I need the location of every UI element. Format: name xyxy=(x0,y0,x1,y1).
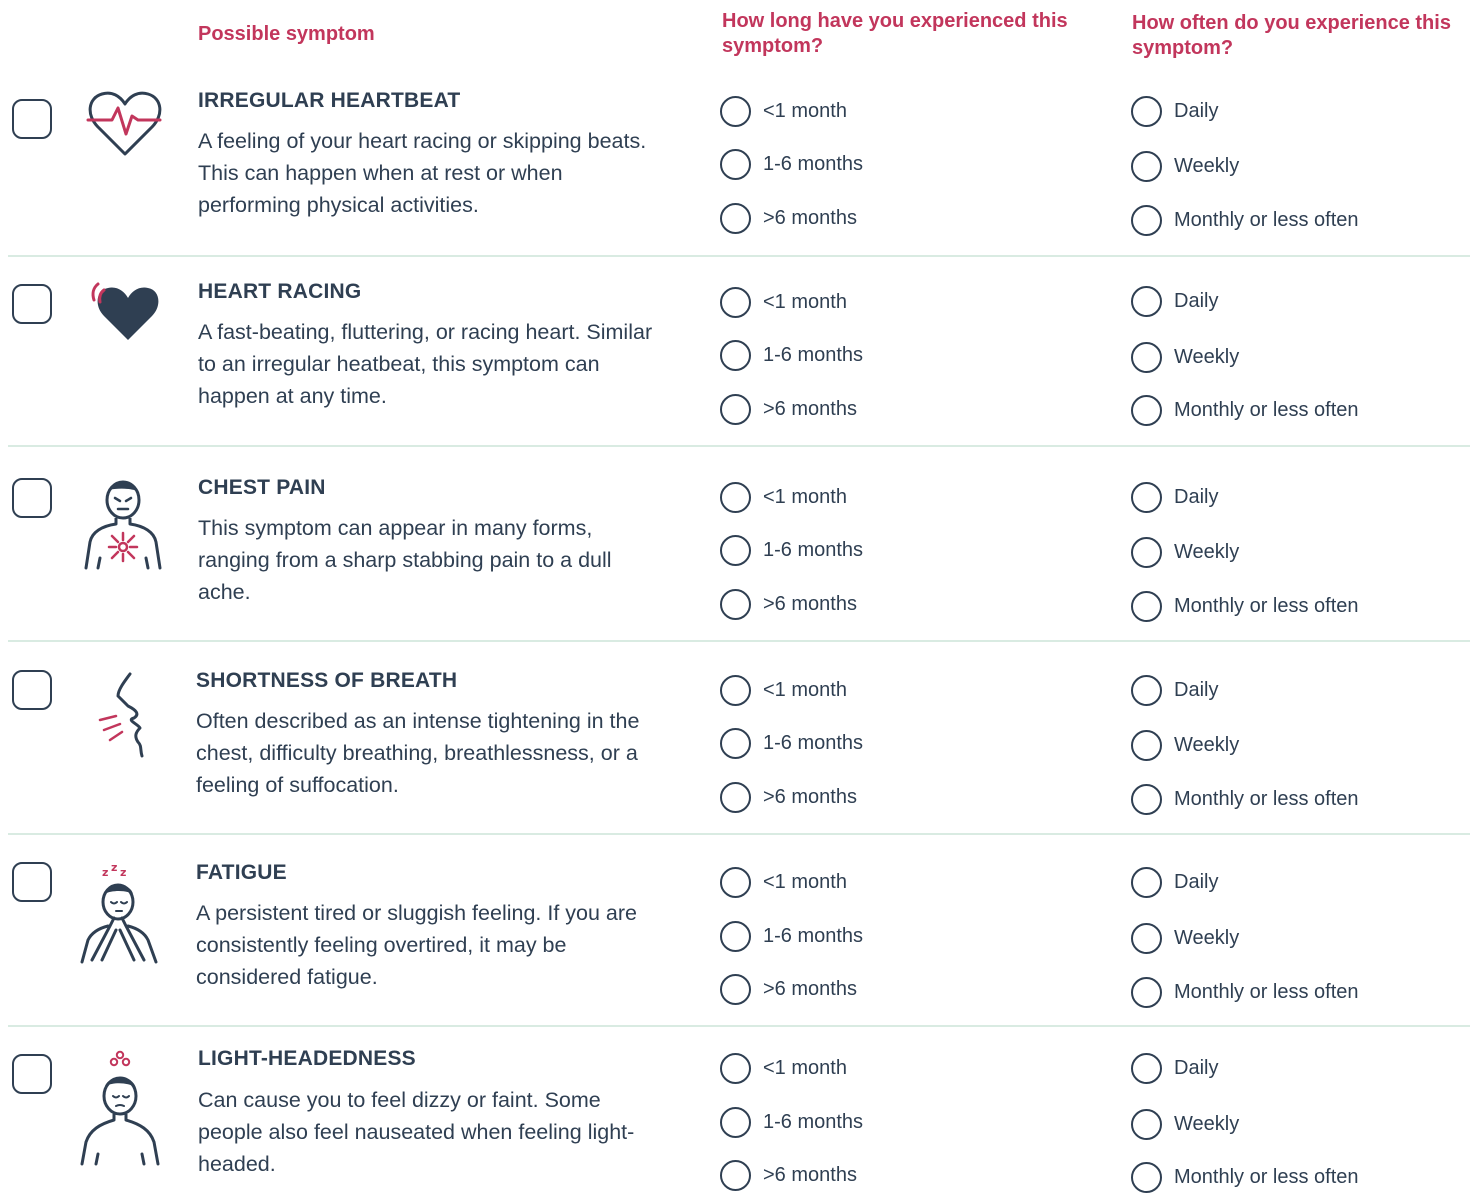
option-label: Monthly or less often xyxy=(1174,208,1359,231)
radio-button[interactable] xyxy=(720,535,751,566)
option-label: <1 month xyxy=(763,1056,847,1079)
symptom-description: Can cause you to feel dizzy or faint. Some people also feel nauseated when feeling light-headed. xyxy=(198,1088,635,1176)
symptom-title: HEART RACING xyxy=(198,280,362,303)
frequency-option-monthly[interactable] xyxy=(1131,781,1359,817)
duration-option-lt1[interactable] xyxy=(720,479,847,515)
option-label: >6 months xyxy=(763,592,857,615)
svg-text:z: z xyxy=(111,861,118,874)
radio-button[interactable] xyxy=(1131,342,1162,373)
option-label: >6 months xyxy=(763,977,857,1000)
frequency-option-weekly[interactable] xyxy=(1131,148,1239,184)
racing-heart-icon xyxy=(88,278,160,344)
option-label: Daily xyxy=(1174,870,1219,893)
radio-button[interactable] xyxy=(1131,784,1162,815)
chest-pain-person-icon xyxy=(78,478,168,570)
option-label: 1-6 months xyxy=(763,1110,864,1133)
dizzy-person-icon xyxy=(78,1048,162,1166)
option-label: Daily xyxy=(1174,289,1219,312)
row-divider xyxy=(8,833,1470,835)
tired-person-icon xyxy=(78,860,160,964)
frequency-option-weekly[interactable] xyxy=(1131,534,1239,570)
duration-option-gt6[interactable] xyxy=(720,1157,857,1193)
radio-button[interactable] xyxy=(720,867,751,898)
duration-option-1to6[interactable] xyxy=(720,1104,863,1140)
frequency-option-weekly[interactable] xyxy=(1131,727,1239,763)
option-label: 1-6 months xyxy=(763,152,864,175)
frequency-option-monthly[interactable] xyxy=(1131,202,1359,238)
radio-button[interactable] xyxy=(720,921,751,952)
radio-button[interactable] xyxy=(720,287,751,318)
duration-option-1to6[interactable] xyxy=(720,725,863,761)
row-divider xyxy=(8,445,1470,447)
radio-button[interactable] xyxy=(1131,205,1162,236)
radio-button[interactable] xyxy=(1131,591,1162,622)
frequency-option-daily[interactable] xyxy=(1131,93,1218,129)
frequency-option-daily[interactable] xyxy=(1131,283,1218,319)
option-label: >6 months xyxy=(763,206,857,229)
option-label: >6 months xyxy=(763,785,857,808)
symptom-checkbox[interactable] xyxy=(12,284,52,324)
duration-column-header: How long have you experienced this symptom? xyxy=(722,10,1068,57)
radio-button[interactable] xyxy=(720,1053,751,1084)
frequency-option-monthly[interactable] xyxy=(1131,974,1359,1010)
symptom-checkbox[interactable] xyxy=(12,670,52,710)
symptom-title: SHORTNESS OF BREATH xyxy=(196,669,458,692)
option-label: >6 months xyxy=(763,1163,857,1186)
duration-option-gt6[interactable] xyxy=(720,971,857,1007)
symptom-title: CHEST PAIN xyxy=(198,476,326,499)
radio-button[interactable] xyxy=(1131,151,1162,182)
radio-button[interactable] xyxy=(720,394,751,425)
frequency-option-weekly[interactable] xyxy=(1131,339,1239,375)
option-label: Weekly xyxy=(1174,733,1240,756)
duration-option-lt1[interactable] xyxy=(720,864,847,900)
symptom-checkbox[interactable] xyxy=(12,1054,52,1094)
duration-option-lt1[interactable] xyxy=(720,284,847,320)
symptom-column-header: Possible symptom xyxy=(198,23,375,45)
frequency-option-monthly[interactable] xyxy=(1131,1159,1359,1195)
symptom-title: LIGHT-HEADEDNESS xyxy=(198,1047,416,1070)
option-label: Daily xyxy=(1174,99,1219,122)
option-label: 1-6 months xyxy=(763,924,864,947)
option-label: Monthly or less often xyxy=(1174,787,1359,810)
option-label: Weekly xyxy=(1174,345,1240,368)
radio-button[interactable] xyxy=(1131,537,1162,568)
duration-option-lt1[interactable] xyxy=(720,93,847,129)
radio-button[interactable] xyxy=(720,728,751,759)
option-label: Weekly xyxy=(1174,1112,1240,1135)
option-label: 1-6 months xyxy=(763,731,864,754)
symptom-checkbox[interactable] xyxy=(12,478,52,518)
duration-option-lt1[interactable] xyxy=(720,672,847,708)
option-label: <1 month xyxy=(763,99,847,122)
option-label: <1 month xyxy=(763,290,847,313)
radio-button[interactable] xyxy=(1131,977,1162,1008)
option-label: Monthly or less often xyxy=(1174,1165,1359,1188)
option-label: Weekly xyxy=(1174,540,1240,563)
frequency-option-daily[interactable] xyxy=(1131,864,1218,900)
frequency-option-daily[interactable] xyxy=(1131,672,1218,708)
option-label: <1 month xyxy=(763,485,847,508)
row-divider xyxy=(8,255,1470,257)
frequency-option-weekly[interactable] xyxy=(1131,1106,1239,1142)
duration-option-lt1[interactable] xyxy=(720,1050,847,1086)
symptom-title: FATIGUE xyxy=(196,861,287,884)
option-label: 1-6 months xyxy=(763,343,864,366)
symptom-description: A persistent tired or sluggish feeling. If you are consistently feeling overtired, it may be considered fatigue. xyxy=(196,901,637,989)
option-label: Weekly xyxy=(1174,154,1240,177)
radio-button[interactable] xyxy=(1131,286,1162,317)
radio-button[interactable] xyxy=(720,782,751,813)
duration-option-1to6[interactable] xyxy=(720,337,863,373)
duration-option-1to6[interactable] xyxy=(720,532,863,568)
symptom-description: This symptom can appear in many forms, ranging from a sharp stabbing pain to a dull ache. xyxy=(198,516,612,604)
option-label: 1-6 months xyxy=(763,538,864,561)
frequency-column-header: How often do you experience this symptom? xyxy=(1132,12,1451,59)
radio-button[interactable] xyxy=(720,675,751,706)
row-divider xyxy=(8,640,1470,642)
radio-button[interactable] xyxy=(1131,1109,1162,1140)
radio-button[interactable] xyxy=(1131,1053,1162,1084)
option-label: Monthly or less often xyxy=(1174,980,1359,1003)
radio-button[interactable] xyxy=(720,1160,751,1191)
radio-button[interactable] xyxy=(720,482,751,513)
radio-button[interactable] xyxy=(720,149,751,180)
option-label: Daily xyxy=(1174,485,1219,508)
svg-text:z: z xyxy=(102,866,109,879)
radio-button[interactable] xyxy=(720,974,751,1005)
duration-option-gt6[interactable] xyxy=(720,200,857,236)
duration-option-1to6[interactable] xyxy=(720,918,863,954)
frequency-option-daily[interactable] xyxy=(1131,1050,1218,1086)
symptom-description: Often described as an intense tightening in the chest, difficulty breathing, breathlessness, or a feeling of suffocation. xyxy=(196,709,640,797)
duration-option-gt6[interactable] xyxy=(720,391,857,427)
radio-button[interactable] xyxy=(1131,867,1162,898)
radio-button[interactable] xyxy=(720,1107,751,1138)
option-label: >6 months xyxy=(763,397,857,420)
radio-button[interactable] xyxy=(1131,395,1162,426)
heartbeat-line-icon xyxy=(80,80,170,160)
radio-button[interactable] xyxy=(720,96,751,127)
radio-button[interactable] xyxy=(720,203,751,234)
symptom-checkbox[interactable] xyxy=(12,862,52,902)
radio-button[interactable] xyxy=(1131,1162,1162,1193)
radio-button[interactable] xyxy=(1131,482,1162,513)
breath-face-profile-icon xyxy=(96,670,160,760)
frequency-option-daily[interactable] xyxy=(1131,479,1218,515)
option-label: <1 month xyxy=(763,870,847,893)
radio-button[interactable] xyxy=(720,589,751,620)
radio-button[interactable] xyxy=(1131,675,1162,706)
option-label: <1 month xyxy=(763,678,847,701)
symptom-description: A fast-beating, fluttering, or racing heart. Similar to an irregular heatbeat, this symptom can happen at any time. xyxy=(198,320,653,408)
radio-button[interactable] xyxy=(1131,923,1162,954)
option-label: Daily xyxy=(1174,1056,1219,1079)
frequency-option-weekly[interactable] xyxy=(1131,920,1239,956)
radio-button[interactable] xyxy=(1131,730,1162,761)
symptom-description: A feeling of your heart racing or skipping beats. This can happen when at rest or when performing physical activities. xyxy=(198,129,647,217)
duration-option-gt6[interactable] xyxy=(720,779,857,815)
symptom-checkbox[interactable] xyxy=(12,99,52,139)
option-label: Daily xyxy=(1174,678,1219,701)
radio-button[interactable] xyxy=(1131,96,1162,127)
option-label: Monthly or less often xyxy=(1174,398,1359,421)
duration-option-1to6[interactable] xyxy=(720,146,863,182)
svg-text:z: z xyxy=(120,866,127,879)
frequency-option-monthly[interactable] xyxy=(1131,588,1359,624)
option-label: Weekly xyxy=(1174,926,1240,949)
duration-option-gt6[interactable] xyxy=(720,586,857,622)
radio-button[interactable] xyxy=(720,340,751,371)
row-divider xyxy=(8,1025,1470,1027)
frequency-option-monthly[interactable] xyxy=(1131,392,1359,428)
option-label: Monthly or less often xyxy=(1174,594,1359,617)
symptom-title: IRREGULAR HEARTBEAT xyxy=(198,89,461,112)
